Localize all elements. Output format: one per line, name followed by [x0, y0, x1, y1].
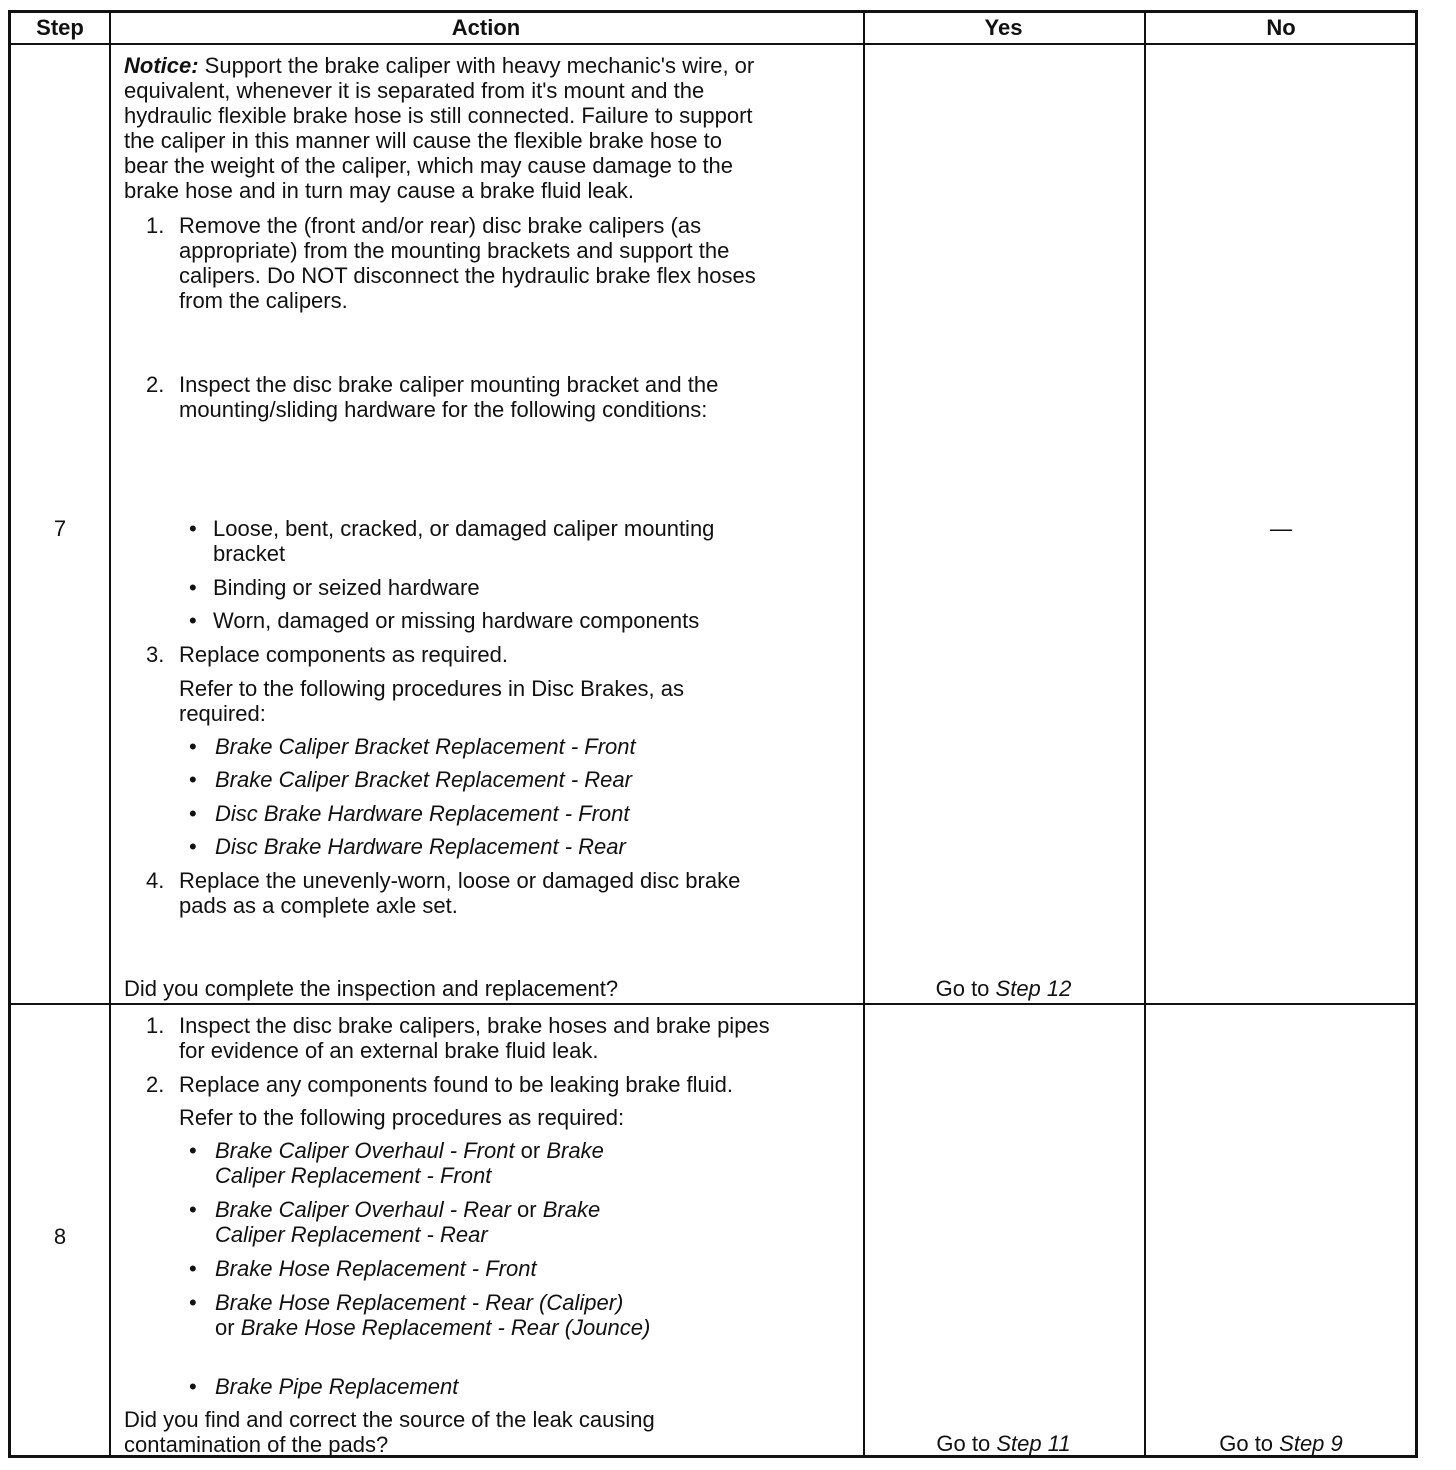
no-value: — [1270, 516, 1292, 541]
procedure-link[interactable]: Disc Brake Hardware Replacement - Rear [215, 834, 626, 859]
condition-item: Binding or seized hardware [213, 575, 480, 600]
procedure-link[interactable]: Brake Hose Replacement - Rear (Jounce) [240, 1315, 651, 1340]
list-item-text: calipers. Do NOT disconnect the hydraulic brake flex hoses [179, 263, 756, 288]
diagnostic-table [8, 10, 1418, 1458]
bullet-icon: • [189, 801, 197, 826]
list-item-text: Replace any components found to be leaking brake fluid. [179, 1072, 734, 1097]
procedure-item: Brake Caliper Overhaul - Rear or Brake [215, 1197, 601, 1222]
procedure-link[interactable]: Brake Caliper Overhaul - Front [215, 1138, 515, 1163]
list-number: 2. [146, 372, 165, 397]
step-number: 7 [53, 516, 67, 541]
notice-line: brake hose and in turn may cause a brake fluid leak. [124, 178, 634, 203]
condition-item: bracket [213, 541, 286, 566]
header-no: No [1266, 15, 1296, 40]
yes-goto[interactable]: Go to Step 11 [936, 1431, 1071, 1456]
header-action: Action [451, 15, 521, 40]
procedure-link[interactable]: Brake Hose Replacement - Front [215, 1256, 537, 1281]
step-link[interactable]: Step 12 [995, 976, 1072, 1001]
procedure-link[interactable]: Brake [546, 1138, 604, 1163]
list-item-text: Inspect the disc brake calipers, brake hoses and brake pipes [179, 1013, 770, 1038]
no-goto[interactable]: Go to Step 9 [1219, 1431, 1343, 1456]
procedure-link[interactable]: Brake Caliper Bracket Replacement - Rear [215, 767, 632, 792]
list-item-text: Replace the unevenly-worn, loose or damaged disc brake [179, 868, 741, 893]
procedure-link[interactable]: Disc Brake Hardware Replacement - Front [215, 801, 630, 826]
bullet-icon: • [189, 1197, 197, 1222]
notice-line: hydraulic flexible brake hose is still connected. Failure to support [124, 103, 753, 128]
step-link[interactable]: Step 9 [1279, 1431, 1343, 1456]
procedure-link[interactable]: Brake Caliper Overhaul - Rear [215, 1197, 511, 1222]
list-item-text: appropriate) from the mounting brackets and support the [179, 238, 730, 263]
col-divider-step [109, 13, 111, 1455]
refer-text: Refer to the following procedures as required: [179, 1105, 625, 1130]
bullet-icon: • [189, 1256, 197, 1281]
notice-label: Notice: [124, 53, 199, 78]
notice-line: Notice: Support the brake caliper with heavy mechanic's wire, or [124, 53, 755, 78]
header-divider [11, 43, 1415, 45]
procedure-link[interactable]: Brake Hose Replacement - Rear (Caliper) [215, 1290, 624, 1315]
row-divider [11, 1003, 1415, 1005]
yes-goto[interactable]: Go to Step 12 [935, 976, 1072, 1001]
list-item-text: Replace components as required. [179, 642, 508, 667]
procedure-item: Brake Caliper Overhaul - Front or Brake [215, 1138, 604, 1163]
list-item-text: Inspect the disc brake caliper mounting bracket and the [179, 372, 719, 397]
procedure-link[interactable]: Caliper Replacement - Front [215, 1163, 492, 1188]
notice-line: equivalent, whenever it is separated from it's mount and the [124, 78, 705, 103]
procedure-link[interactable]: Brake [542, 1197, 601, 1222]
list-number: 1. [146, 1013, 165, 1038]
col-divider-yes [1144, 13, 1146, 1455]
procedure-link[interactable]: Caliper Replacement - Rear [215, 1222, 488, 1247]
list-item-text: for evidence of an external brake fluid leak. [179, 1038, 599, 1063]
refer-text: Refer to the following procedures in Disc Brakes, as [179, 676, 685, 701]
list-number: 2. [146, 1072, 165, 1097]
list-number: 3. [146, 642, 165, 667]
col-divider-action [863, 13, 865, 1455]
procedure-item: or Brake Hose Replacement - Rear (Jounce) [215, 1315, 651, 1340]
bullet-icon: • [189, 834, 197, 859]
header-step: Step [36, 15, 84, 40]
question-text: Did you find and correct the source of the leak causing [124, 1407, 655, 1432]
step-link[interactable]: Step 11 [996, 1431, 1071, 1456]
bullet-icon: • [189, 608, 197, 633]
list-item-text: mounting/sliding hardware for the following conditions: [179, 397, 708, 422]
bullet-icon: • [189, 575, 197, 600]
question-text: Did you complete the inspection and replacement? [124, 976, 619, 1001]
bullet-icon: • [189, 1138, 197, 1163]
list-item-text: Remove the (front and/or rear) disc brake calipers (as [179, 213, 702, 238]
condition-item: Loose, bent, cracked, or damaged caliper mounting [213, 516, 715, 541]
list-number: 4. [146, 868, 165, 893]
list-item-text: from the calipers. [179, 288, 348, 313]
procedure-link[interactable]: Brake Pipe Replacement [215, 1374, 459, 1399]
bullet-icon: • [189, 1290, 197, 1315]
notice-line: bear the weight of the caliper, which may cause damage to the [124, 153, 734, 178]
question-text: contamination of the pads? [124, 1432, 389, 1457]
header-yes: Yes [984, 15, 1023, 40]
bullet-icon: • [189, 767, 197, 792]
step-number: 8 [53, 1224, 67, 1249]
refer-text: required: [179, 701, 266, 726]
notice-line: the caliper in this manner will cause the flexible brake hose to [124, 128, 722, 153]
bullet-icon: • [189, 1374, 197, 1399]
bullet-icon: • [189, 516, 197, 541]
procedure-link[interactable]: Brake Caliper Bracket Replacement - Front [215, 734, 636, 759]
list-item-text: pads as a complete axle set. [179, 893, 458, 918]
condition-item: Worn, damaged or missing hardware components [213, 608, 700, 633]
bullet-icon: • [189, 734, 197, 759]
list-number: 1. [146, 213, 165, 238]
